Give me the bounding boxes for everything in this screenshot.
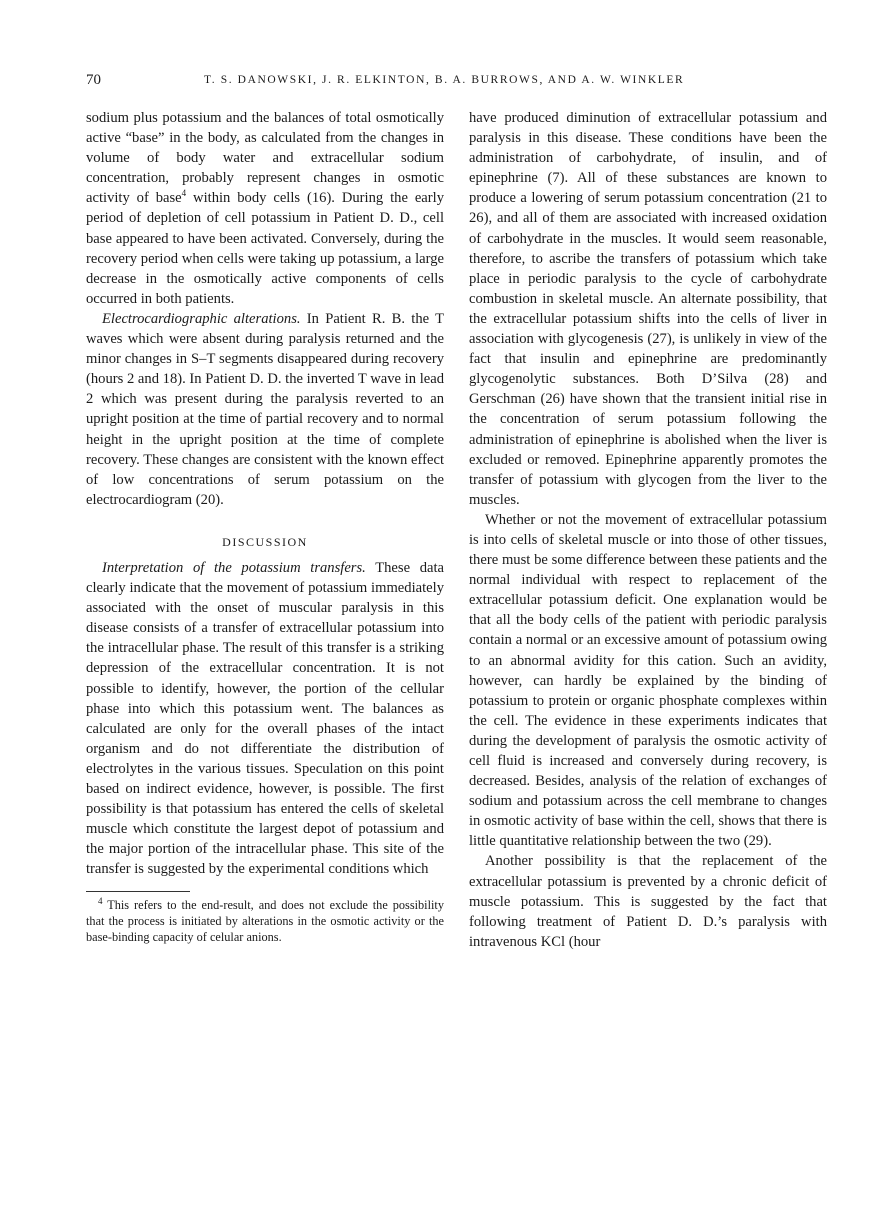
paragraph-electrocardiographic: Electrocardiographic alterations. In Patient R. B. the T waves which were absent during paralysis returned and the minor changes in S–T segments disappeared during recovery (hours 2 and 18). In Patient D. D. the inverted T wave in lead 2 which was present during the paralysis reverted to an upright position at the time of partial recovery and to normal height in the upright position at the time of complete recovery. These changes are consistent with the known effect of low concentrations of serum potassium on the electrocardiogram (20). <box>86 310 444 508</box>
subsection-title: Interpretation of the potassium transfers. <box>102 559 366 576</box>
paragraph: have produced diminution of extracellular potassium and paralysis in this disease. These conditions have been the administration of carbohydrate, of insulin, and of epinephrine (7). All of these substances are known to produce a lowering of serum potassium concentration (21 to 26), and all of them are associated with increased oxidation of carbohydrate in the muscles. It would seem reasonable, therefore, to ascribe the transfers of potassium which take place in periodic paralysis to the cycle of carbohydrate combustion in skeletal muscle. An alternate possibility, that the extracellular potassium shifts into the cells of liver in association with glycogenesis (27), is unlikely in view of the fact that insulin and epinephrine are predominantly glycogenolytic substances. Both D’Silva (28) and Gerschman (26) have shown that the transient initial rise in the concentration of serum potassium following the administration of epinephrine is abolished when the liver is excluded or removed. Epinephrine apparently promotes the transfer of potassium with glycogen from the liver to the muscles. <box>469 110 827 508</box>
paragraph-interpretation: Interpretation of the potassium transfers. These data clearly indicate that the movement of potassium immediately associated with the onset of muscular paralysis in this disease consists of a transfer of extracellular potassium into the intracellular phase. The result of this transfer is a striking depression of the extracellular concentration. It is not possible to identify, however, the portion of the cellular phase into which this potassium went. The balances as calculated are only for the overall phases of the intact organism and do not differentiate the distribution of electrolytes in the various tissues. Speculation on this point based on indirect evidence, however, is possible. The first possibility is that potassium has entered the cells of skeletal muscle which constitute the largest depot of potassium and the major portion of the intracellular phase. This site of the transfer is suggested by the experimental conditions which <box>86 559 444 878</box>
page-header <box>86 72 846 94</box>
footnote-mark: 4 <box>98 896 103 907</box>
subsection-title: Electrocardiographic alterations. <box>102 310 301 327</box>
paragraph: sodium plus potassium and the balances of total osmotically active “base” in the body, as calculated from the changes in volume of body water and extracellular sodium concentration, probably represent changes in osmotic activity of base$^4$ within body cells (16). During the early period of depletion of cell potassium in Patient D. D., cell base appeared to have been activated. Conversely, during the recovery period when cells were taking up potassium, a large decrease in the osmotically active components of cells occurred in both patients. <box>86 110 444 307</box>
paragraph: Another possibility is that the replacement of the extracellular potassium is prevented by a chronic deficit of muscle potassium. This is suggested by the fact that following treatment of Patient D. D.’s paralysis with intravenous KCl (hour <box>469 853 827 950</box>
right-column <box>469 108 827 952</box>
page-number: 70 <box>86 72 101 88</box>
footnote: $^4$ This refers to the end-result, and does not exclude the possibility that the process is initiated by alterations in the osmotic activity or the base-binding capacity of celular anions. <box>86 896 444 944</box>
paragraph: Whether or not the movement of extracellular potassium is into cells of skeletal muscle or into those of other tissues, there must be some difference between these patients and the normal individual with respect to replacement of the extracellular potassium deficit. One explanation would be that all the body cells of the patient with periodic paralysis contain a normal or an excessive amount of potassium owing to an abnormal avidity for this cation. Such an avidity, however, can hardly be explained by the binding of potassium to protein or organic phosphate complexes within the cell. The evidence in these experiments indicates that during the development of paralysis the osmotic activity of cell fluid is increased and conversely during recovery, is decreased. Besides, analysis of the relation of exchanges of sodium and potassium across the cell membrane to changes in osmotic activity of base within the cell, shows that there is little quantitative relationship between the two (29). <box>469 511 827 850</box>
footnote-divider <box>86 891 190 892</box>
footnote-reference: 4 <box>181 188 187 199</box>
running-head-authors: T. S. DANOWSKI, J. R. ELKINTON, B. A. BURROWS, AND A. W. WINKLER <box>204 74 685 86</box>
section-heading-discussion: DISCUSSION <box>222 534 308 549</box>
left-column <box>86 108 444 945</box>
